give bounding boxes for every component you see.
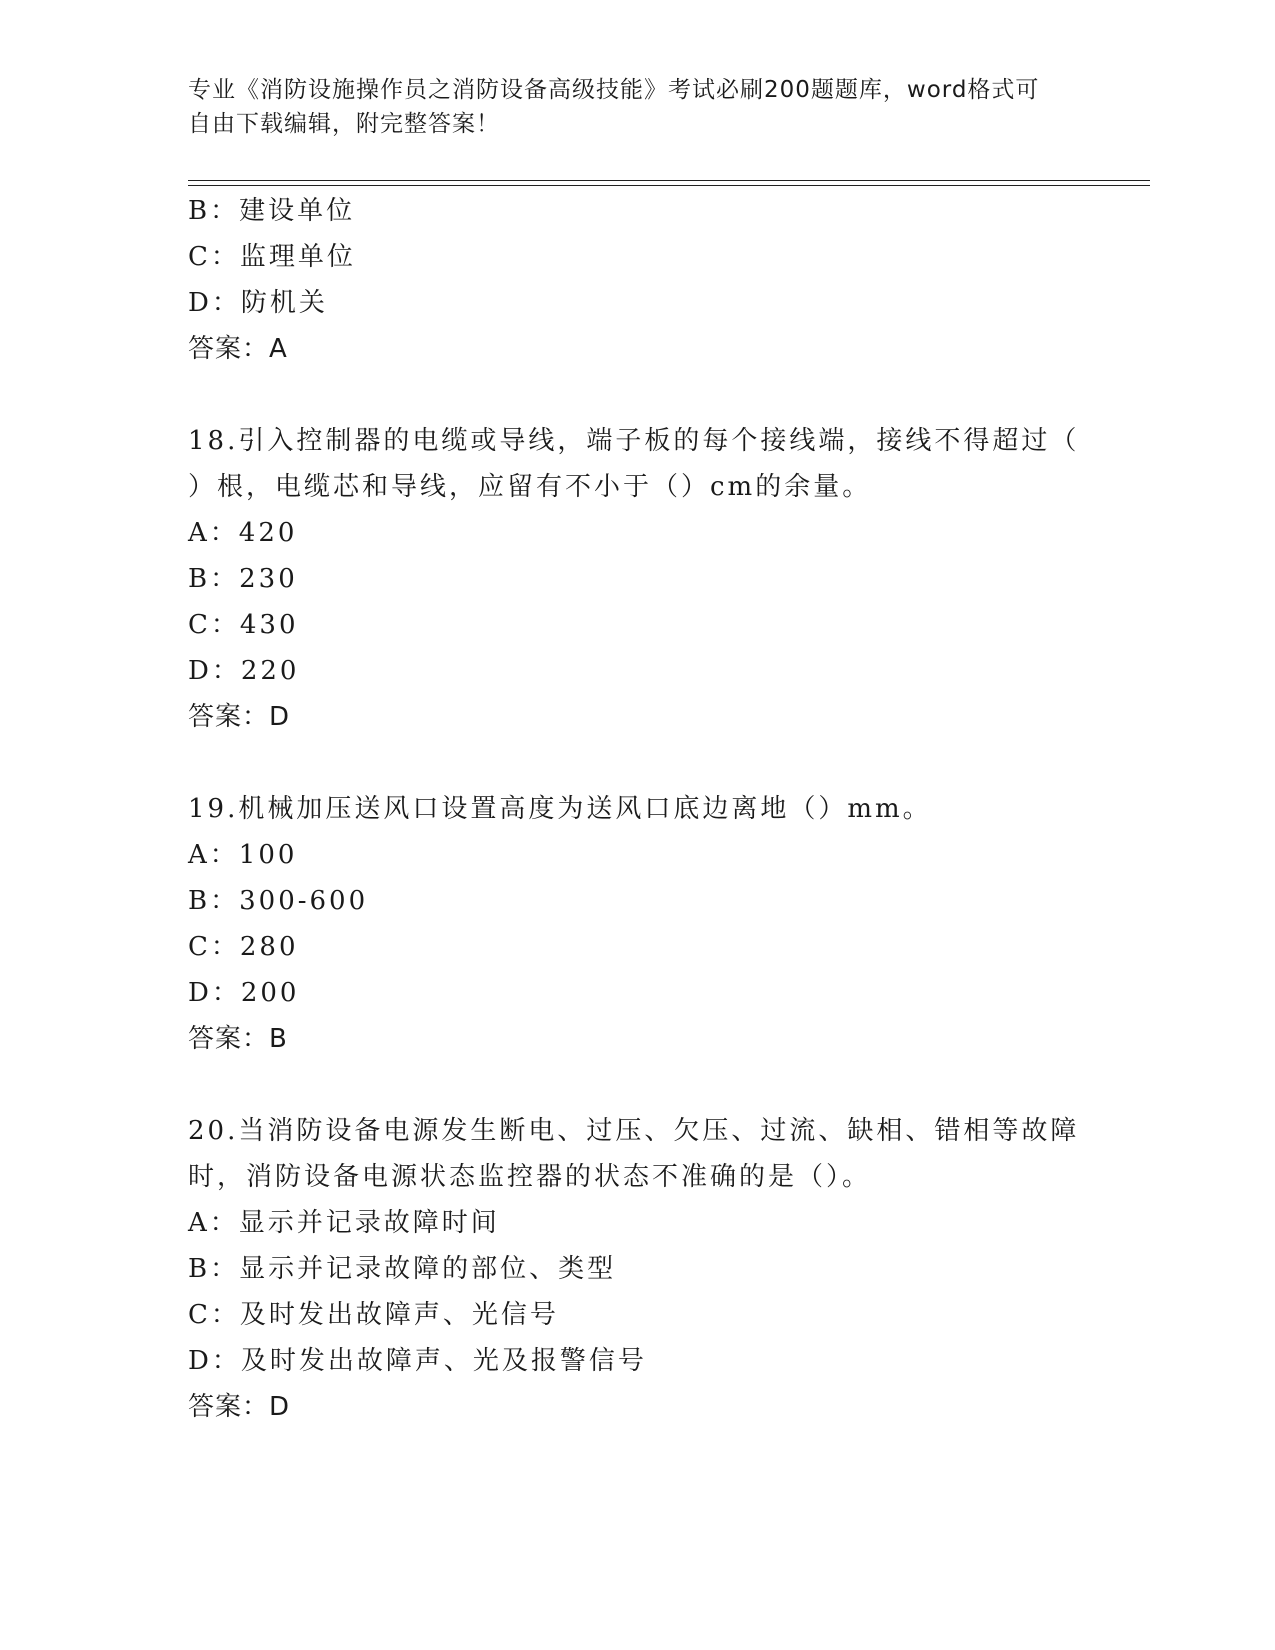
option-c: C：280 [188, 932, 299, 962]
option-c: C：及时发出故障声、光信号 [188, 1300, 559, 1330]
option-d: D：200 [188, 978, 300, 1008]
option-d: D：及时发出故障声、光及报警信号 [188, 1346, 647, 1376]
option-a: A：420 [188, 518, 298, 548]
option-b: B：300-600 [188, 886, 369, 916]
answer: 答案：B [188, 1024, 288, 1054]
option-a: A：显示并记录故障时间 [188, 1208, 500, 1238]
header-line-1: 专业《消防设施操作员之消防设备高级技能》考试必刷200题题库，word格式可 [188, 77, 1040, 103]
option-d: D：220 [188, 656, 300, 686]
header-divider-bottom [188, 185, 1150, 186]
question-18 [188, 418, 1088, 740]
question-text-line-1: 18.引入控制器的电缆或导线，端子板的每个接线端，接线不得超过（ [188, 426, 1080, 456]
option-b: B：建设单位 [188, 196, 356, 226]
option-a: A：100 [188, 840, 298, 870]
answer: 答案：A [188, 334, 288, 364]
question-list [188, 188, 1088, 1430]
prev-question [188, 188, 1088, 372]
question-text-line-1: 19.机械加压送风口设置高度为送风口底边离地（）mm。 [188, 794, 932, 824]
question-text-line-2: 时，消防设备电源状态监控器的状态不准确的是（）。 [188, 1162, 872, 1192]
header-line-2: 自由下载编辑，附完整答案！ [188, 111, 500, 137]
answer: 答案：D [188, 1392, 291, 1422]
question-19 [188, 786, 1088, 1062]
question-20 [188, 1108, 1088, 1430]
spacer [188, 1062, 1088, 1108]
option-b: B：显示并记录故障的部位、类型 [188, 1254, 617, 1284]
option-c: C：监理单位 [188, 242, 356, 272]
header-divider-top [188, 180, 1150, 181]
question-text-line-1: 20.当消防设备电源发生断电、过压、欠压、过流、缺相、错相等故障 [188, 1116, 1080, 1146]
document-header [188, 73, 1068, 141]
option-d: D：防机关 [188, 288, 328, 318]
spacer [188, 372, 1088, 418]
spacer [188, 740, 1088, 786]
option-c: C：430 [188, 610, 299, 640]
answer: 答案：D [188, 702, 291, 732]
option-b: B：230 [188, 564, 298, 594]
question-text-line-2: ）根，电缆芯和导线，应留有不小于（）cm的余量。 [188, 472, 872, 502]
